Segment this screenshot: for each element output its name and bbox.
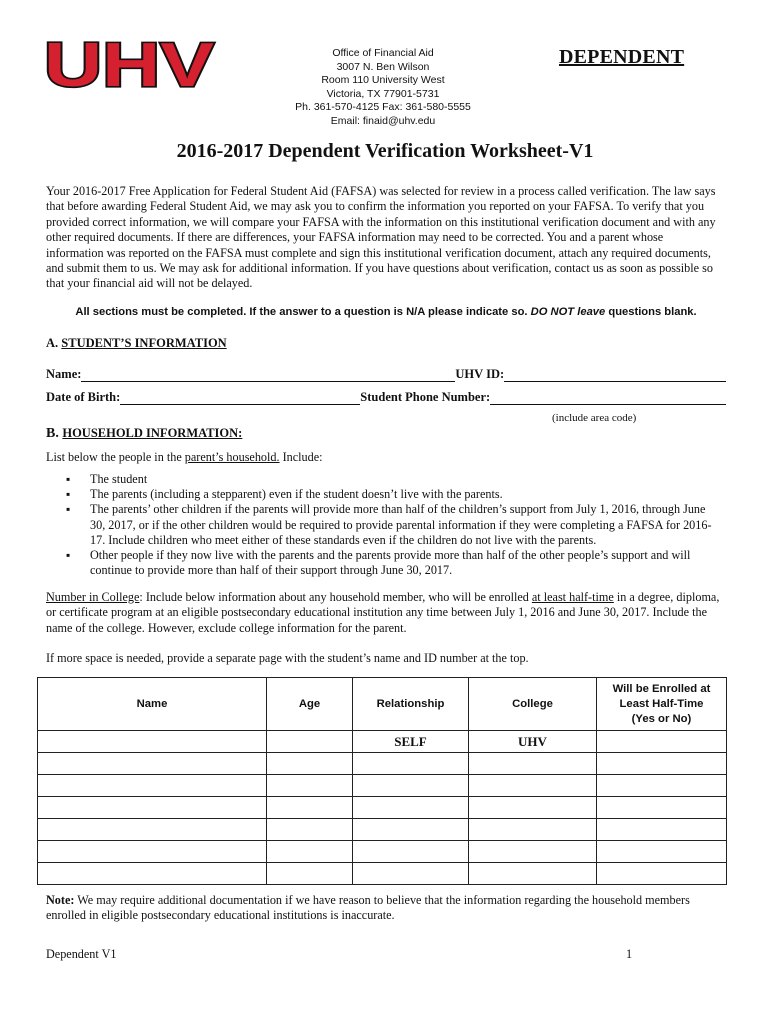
list-intro-text: List below the people in the: [46, 450, 185, 464]
household-table: [37, 677, 727, 885]
cell-name[interactable]: [38, 863, 267, 885]
section-a-title: STUDENT’S INFORMATION: [61, 336, 227, 350]
cell-college[interactable]: [469, 775, 597, 797]
cell-college: UHV: [469, 731, 597, 753]
cell-college[interactable]: [469, 819, 597, 841]
cell-relationship[interactable]: [353, 797, 469, 819]
cell-college[interactable]: [469, 863, 597, 885]
phone-field[interactable]: [490, 392, 726, 405]
cell-age[interactable]: [267, 753, 353, 775]
cell-age[interactable]: [267, 775, 353, 797]
page-number: 1: [626, 947, 633, 961]
cell-name[interactable]: [38, 819, 267, 841]
uhv-logo: [42, 34, 217, 94]
list-item: ▪ The student: [66, 472, 722, 487]
half-time-text: at least half-time: [531, 590, 614, 604]
completion-notice: [46, 306, 726, 318]
household-list-intro: [46, 450, 323, 465]
page-title: 2016-2017 Dependent Verification Worksheet-V1: [176, 140, 594, 162]
dependent-tag: DEPENDENT: [559, 46, 685, 68]
note-paragraph: [46, 893, 722, 924]
cell-age[interactable]: [267, 819, 353, 841]
dob-row: [46, 390, 726, 405]
section-letter: A.: [46, 336, 62, 350]
notice-text: All sections must be completed. If the answer to a question is N/A please indicate so.: [75, 306, 531, 318]
cell-college[interactable]: [469, 753, 597, 775]
cell-enrolled[interactable]: [597, 753, 727, 775]
office-line: Email: finaid@uhv.edu: [330, 114, 436, 127]
table-row: [38, 753, 727, 775]
name-field[interactable]: [81, 369, 455, 382]
cell-name[interactable]: [38, 841, 267, 863]
area-code-hint: (include area code): [552, 412, 637, 424]
cell-relationship[interactable]: [353, 753, 469, 775]
cell-name[interactable]: [38, 775, 267, 797]
office-line: 3007 N. Ben Wilson: [336, 60, 430, 73]
uhv-id-label: UHV ID:: [455, 367, 505, 381]
cell-enrolled[interactable]: [597, 819, 727, 841]
household-bullet-list: [66, 472, 722, 578]
intro-paragraph: Your 2016-2017 Free Application for Federal Student Aid (FAFSA) was selected for review in a process called verification. The law says that before awarding Federal Student Aid, we may ask you to confirm the information you reported on your FAFSA. To verify that you provided correct information, we will compare your FAFSA with the information on this institutional verification document and with any other required documents. If there are differences, your FAFSA information may need to be corrected. You and a parent whose information was reported on the FAFSA must complete and sign this institutional verification document, attach any required documents, and submit them to us. We may ask for additional information. If you have questions about verification, contact us as soon as possible so that your financial aid will not be delayed.: [46, 184, 716, 291]
cell-age[interactable]: [267, 731, 353, 753]
college-text: : Include below information about any household member, who will be enrolled: [139, 590, 532, 604]
phone-label: Student Phone Number:: [360, 390, 491, 404]
table-row: [38, 731, 727, 753]
number-in-college-label: Number in College: [46, 590, 140, 604]
section-b-heading: [46, 426, 242, 442]
logo-text: UHV: [44, 34, 214, 94]
cell-age[interactable]: [267, 797, 353, 819]
list-item: ▪ The parents (including a stepparent) even if the student doesn’t live with the parents.: [66, 487, 722, 502]
uhv-id-field[interactable]: [504, 369, 726, 382]
college-text-end: in a degree, diploma, or certificate program at an eligible postsecondary educational institution any time between July 1, 2016 and June 30, 2017. Include the name of the college. However, exclude college information for the parent.: [46, 590, 720, 635]
footer-form-id: Dependent V1: [46, 947, 117, 961]
cell-name[interactable]: [38, 731, 267, 753]
office-line: Ph. 361-570-4125 Fax: 361-580-5555: [295, 101, 471, 114]
cell-relationship[interactable]: [353, 863, 469, 885]
office-line: Victoria, TX 77901-5731: [326, 87, 440, 100]
notice-text-end: questions blank.: [605, 306, 697, 318]
header-age: Age: [267, 678, 353, 731]
cell-name[interactable]: [38, 797, 267, 819]
cell-enrolled[interactable]: [597, 731, 727, 753]
office-line: Office of Financial Aid: [332, 47, 434, 59]
cell-college[interactable]: [469, 841, 597, 863]
number-in-college-paragraph: [46, 590, 722, 636]
parents-household-text: parent’s household.: [184, 450, 280, 464]
cell-enrolled[interactable]: [597, 775, 727, 797]
cell-relationship[interactable]: [353, 775, 469, 797]
header-enrolled-line: (Yes or No): [631, 712, 692, 725]
note-label: Note:: [46, 893, 75, 907]
section-b-title: HOUSEHOLD INFORMATION:: [62, 426, 243, 440]
office-address: [268, 47, 498, 129]
list-item: ▪ Other people if they now live with the parents and the parents provide more than half of the other people’s support and will continue to provide more than half of their support through June 30, 2017.: [66, 548, 722, 578]
office-line: Room 110 University West: [321, 74, 445, 87]
header-name: Name: [38, 678, 267, 731]
table-row: [38, 797, 727, 819]
cell-enrolled[interactable]: [597, 863, 727, 885]
header-enrolled-line: Will be Enrolled at: [612, 682, 711, 695]
cell-enrolled[interactable]: [597, 797, 727, 819]
header-enrolled: [597, 678, 727, 731]
header-college: College: [469, 678, 597, 731]
list-intro-end: Include:: [279, 450, 323, 464]
cell-enrolled[interactable]: [597, 841, 727, 863]
extra-space-note: If more space is needed, provide a separate page with the student’s name and ID number at the top.: [46, 651, 529, 665]
header-enrolled-line: Least Half-Time: [619, 697, 704, 710]
cell-age[interactable]: [267, 863, 353, 885]
note-text: We may require additional documentation if we have reason to believe that the information regarding the household members enrolled in eligible postsecondary educational institutions is inaccurate.: [46, 893, 690, 923]
cell-age[interactable]: [267, 841, 353, 863]
section-a-heading: [46, 336, 227, 351]
name-label: Name:: [46, 367, 82, 381]
cell-relationship[interactable]: [353, 819, 469, 841]
cell-college[interactable]: [469, 797, 597, 819]
notice-emphasis: DO NOT leave: [530, 306, 606, 318]
table-header-row: [38, 678, 727, 731]
dob-field[interactable]: [120, 392, 360, 405]
section-letter: B.: [46, 426, 63, 441]
dob-label: Date of Birth:: [46, 390, 121, 404]
table-row: [38, 775, 727, 797]
cell-name[interactable]: [38, 753, 267, 775]
header-relationship: Relationship: [353, 678, 469, 731]
cell-relationship[interactable]: [353, 841, 469, 863]
name-row: [46, 367, 726, 382]
table-row: [38, 841, 727, 863]
table-row: [38, 819, 727, 841]
list-item: ▪ The parents’ other children if the parents will provide more than half of the children’s support from July 1, 2016, through June 30, 2017, or if the other children would be required to provide parental information if they were completing a FAFSA for 2016-17. Include children who meet either of these standards even if the children do not live with the parents.: [66, 502, 722, 548]
table-row: [38, 863, 727, 885]
cell-relationship: SELF: [353, 731, 469, 753]
